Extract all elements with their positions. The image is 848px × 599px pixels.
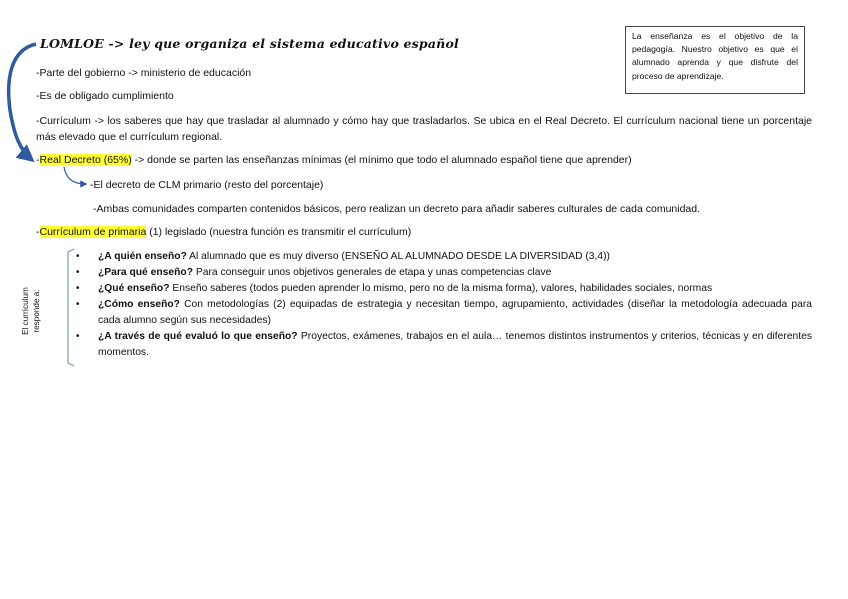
bullet-glyph: • [76,299,80,310]
side-bracket [68,249,74,366]
bullet-question: ¿A través de qué evaluó lo que enseño? [98,331,298,342]
line-comunidades: -Ambas comunidades comparten contenidos básicos, pero realizan un decreto para añadir saberes culturales de cada comunidad. [93,203,701,215]
bullet-text: Al alumnado que es muy diverso (ENSEÑO AL ALUMNADO DESDE LA DIVERSIDAD (3,4)) [186,251,610,262]
bullet-text: Para conseguir unos objetivos generales de etapa y unas competencias clave [193,267,552,278]
line-obligado: -Es de obligado cumplimiento [36,90,174,102]
bullet-text: Enseño saberes (todos pueden aprender lo mismo, pero no de la misma forma), valores, habilidades sociales, normas [169,283,713,294]
note-box: La enseñanza es el objetivo de la pedagogía. Nuestro objetivo es que el alumnado aprenda y que disfrute del proceso de aprendizaje. [625,26,805,94]
big-curved-arrow [9,44,36,160]
real-decreto-highlight: Real Decreto (65%) [39,154,132,166]
page-title: LOMLOE -> ley que organiza el sistema educativo español [40,36,459,51]
line-gobierno: -Parte del gobierno -> ministerio de educación [36,67,252,79]
bullet-glyph: • [76,331,80,342]
bullet-glyph: • [76,267,80,278]
bullet-question: ¿Para qué enseño? [98,267,193,278]
bullet-question: ¿Qué enseño? [98,283,170,294]
bullet-glyph: • [76,283,80,294]
line-clm: -El decreto de CLM primario (resto del porcentaje) [90,179,324,191]
bullet-text: Con metodologías (2) equipadas de estrategia y necesitan tiempo, agrupamiento, actividades (diseñar la metodología adecuada para cada alumno según sus necesidades) [98,299,812,326]
bullet-text: Proyectos, exámenes, trabajos en el aula… tenemos distintos instrumentos y criterios, técnicas y en diferentes momentos. [98,331,813,358]
side-label: El currículum responde a: [21,287,41,335]
bullet-question: ¿Cómo enseño? [98,299,180,310]
primaria-highlight: Currículum de primaria [39,226,147,238]
bullet-glyph: • [76,251,80,262]
bullet-question: ¿A quién enseño? [98,251,187,262]
real-decreto-rest: -> donde se parten las enseñanzas mínimas (el mínimo que todo el alumnado español tiene que aprender) [131,154,632,166]
primaria-prefix: - [36,226,40,238]
primaria-rest: (1) legislado (nuestra función es transmitir el currículum) [146,226,412,238]
small-curved-arrow [64,167,86,184]
line-curriculum: -Currículum -> los saberes que hay que trasladar al alumnado y cómo hay que trasladarlos. Se ubica en el Real Decreto. El currículum nacional tiene un porcentaje más elevado que el currículum regional. [36,115,812,143]
real-decreto-prefix: - [36,154,40,166]
